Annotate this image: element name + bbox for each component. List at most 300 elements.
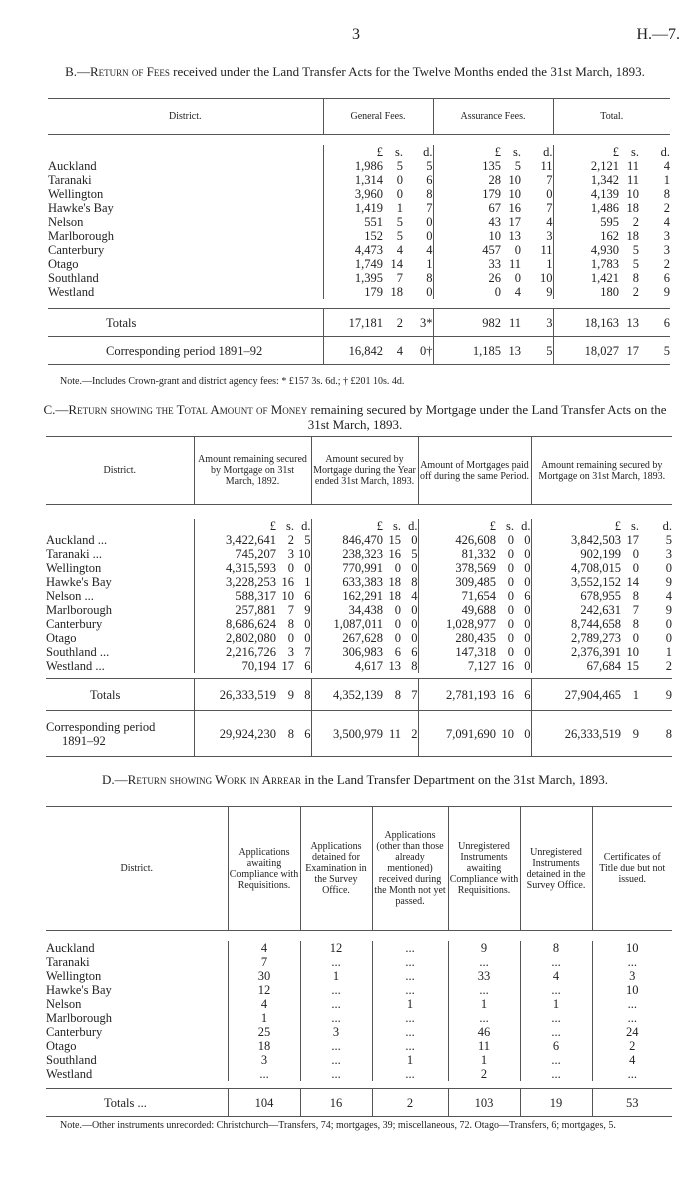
unit-shillings: s. <box>631 144 639 159</box>
count-value: 25 <box>228 1025 300 1039</box>
pounds-value: 1,395 <box>323 271 383 285</box>
unit-pence: d. <box>521 518 531 533</box>
pence-value: 9 <box>665 687 672 702</box>
pounds-value: 1,419 <box>323 201 383 215</box>
count-value: ... <box>300 997 372 1011</box>
totals-row <box>46 1089 672 1117</box>
shillings-value: 11 <box>388 726 401 741</box>
table-row <box>46 1011 672 1025</box>
unit-shillings: s. <box>513 144 521 159</box>
shillings-value: 13 <box>388 658 401 673</box>
pence-value: 0 <box>426 214 433 229</box>
district-name: Canterbury <box>46 1024 103 1039</box>
pence-value: 0 <box>426 228 433 243</box>
col-header-awaiting-compliance: Applications awaiting Compliance with Requisitions. <box>228 807 300 931</box>
pounds-value: 595 <box>553 215 619 229</box>
count-value: 11 <box>448 1039 520 1053</box>
totals-row <box>48 309 670 337</box>
count-value: 33 <box>448 969 520 983</box>
shillings-value: 0 <box>632 560 639 575</box>
unit-pence: d. <box>408 518 418 533</box>
pounds-value: 27,904,465 <box>531 679 621 711</box>
district-name: Otago <box>46 630 77 645</box>
shillings-value: 17 <box>281 658 294 673</box>
pounds-value: 2,802,080 <box>194 631 276 645</box>
count-value: 10 <box>592 983 672 997</box>
shillings-value: 8 <box>287 726 294 741</box>
pence-value: 5 <box>663 343 670 358</box>
pence-value: 8 <box>411 574 418 589</box>
count-value: ... <box>300 1011 372 1025</box>
count-value: ... <box>520 983 592 997</box>
pounds-value: 162 <box>553 229 619 243</box>
unit-pence: d. <box>543 144 553 159</box>
pounds-value: 3,960 <box>323 187 383 201</box>
shillings-value: 0 <box>396 186 403 201</box>
spacer-row <box>48 135 670 145</box>
pounds-value: 16,842 <box>323 337 383 365</box>
shillings-value: 4 <box>396 343 403 358</box>
count-value: 30 <box>228 969 300 983</box>
spacer-cell <box>48 135 670 145</box>
pounds-value: 257,881 <box>194 603 276 617</box>
pounds-value: 81,332 <box>418 547 496 561</box>
pounds-value: 26,333,519 <box>531 711 621 757</box>
pence-value: 1 <box>663 172 670 187</box>
pence-value: 8 <box>411 658 418 673</box>
shillings-value: 6 <box>394 644 401 659</box>
pence-value: 4 <box>546 214 553 229</box>
pence-value: 0 <box>524 644 531 659</box>
pounds-value: 4,473 <box>323 243 383 257</box>
shillings-value: 14 <box>390 256 403 271</box>
pounds-value: 152 <box>323 229 383 243</box>
pence-value: 2 <box>663 256 670 271</box>
pounds-value: 28 <box>433 173 501 187</box>
unit-pounds: £ <box>531 519 621 533</box>
shillings-value: 17 <box>626 343 639 358</box>
col-header-general-fees: General Fees. <box>323 99 433 135</box>
pounds-value: 135 <box>433 159 501 173</box>
district-name: Southland <box>48 270 99 285</box>
shillings-value: 7 <box>396 270 403 285</box>
count-value: ... <box>300 1053 372 1067</box>
count-value: 3 <box>300 1025 372 1039</box>
pounds-value: 4,315,593 <box>194 561 276 575</box>
pounds-value: 0 <box>433 285 501 299</box>
pence-value: 11 <box>540 158 553 173</box>
pence-value: 5 <box>411 546 418 561</box>
pence-value: 6 <box>524 687 531 702</box>
district-name: Wellington <box>46 968 102 983</box>
pence-value: 9 <box>546 284 553 299</box>
pence-value: 2 <box>665 658 672 673</box>
shillings-value: 11 <box>626 158 639 173</box>
pounds-value: 2,121 <box>553 159 619 173</box>
pence-value: 9 <box>665 574 672 589</box>
pence-value: 0 <box>524 630 531 645</box>
pence-value: 7 <box>426 200 433 215</box>
col-header-paid-off: Amount of Mortgages paid off during the same Period. <box>418 437 531 505</box>
district-name: Marlborough <box>46 1010 112 1025</box>
table-row <box>46 997 672 1011</box>
table-row <box>46 969 672 983</box>
table-row <box>46 617 672 631</box>
count-value: 104 <box>228 1089 300 1117</box>
shillings-value: 10 <box>626 644 639 659</box>
pence-value: 0 <box>665 560 672 575</box>
table-row <box>46 589 672 603</box>
pounds-value: 242,631 <box>531 603 621 617</box>
pence-value: 8 <box>426 186 433 201</box>
col-header-detained-survey: Applications detained for Examination in the Survey Office. <box>300 807 372 931</box>
pounds-value: 179 <box>433 187 501 201</box>
count-value: 3 <box>592 969 672 983</box>
district-name: Hawke's Bay <box>48 200 114 215</box>
pounds-value: 71,654 <box>418 589 496 603</box>
row-label: Corresponding period 1891–92 <box>106 343 263 358</box>
pence-value: 7 <box>546 200 553 215</box>
unit-pounds: £ <box>418 519 496 533</box>
pounds-value: 2,781,193 <box>418 679 496 711</box>
shillings-value: 9 <box>632 726 639 741</box>
district-name: Nelson <box>46 996 82 1011</box>
pounds-value: 1,314 <box>323 173 383 187</box>
pence-value: 0 <box>411 616 418 631</box>
count-value: 4 <box>592 1053 672 1067</box>
district-name: Westland <box>46 1066 93 1081</box>
count-value: ... <box>372 1067 448 1081</box>
pence-value: 5 <box>426 158 433 173</box>
pence-value: 3 <box>546 228 553 243</box>
pounds-value: 267,628 <box>311 631 383 645</box>
table-row <box>48 201 670 215</box>
district-name: Marlborough <box>48 228 114 243</box>
pence-value: 2 <box>663 200 670 215</box>
shillings-value: 18 <box>388 574 401 589</box>
count-value: 2 <box>592 1039 672 1053</box>
count-value: ... <box>592 997 672 1011</box>
pounds-value: 1,749 <box>323 257 383 271</box>
pence-value: 9 <box>663 284 670 299</box>
spacer-cell <box>48 299 670 309</box>
shillings-value: 9 <box>287 687 294 702</box>
pounds-value: 982 <box>433 309 501 337</box>
shillings-value: 17 <box>508 214 521 229</box>
table-row <box>46 631 672 645</box>
spacer-cell <box>46 931 672 941</box>
pounds-value: 633,383 <box>311 575 383 589</box>
arrears-table <box>46 806 672 1117</box>
shillings-value: 1 <box>396 200 403 215</box>
shillings-value: 15 <box>626 658 639 673</box>
shillings-value: 13 <box>508 343 521 358</box>
pounds-value: 551 <box>323 215 383 229</box>
district-name: Wellington <box>46 560 102 575</box>
pounds-value: 67 <box>433 201 501 215</box>
table-row <box>48 243 670 257</box>
col-header-certificates-due: Certificates of Title due but not issued. <box>592 807 672 931</box>
pounds-value: 588,317 <box>194 589 276 603</box>
shillings-value: 7 <box>632 602 639 617</box>
unit-pounds: £ <box>433 145 501 159</box>
shillings-value: 0 <box>507 574 514 589</box>
unit-pounds: £ <box>553 145 619 159</box>
shillings-value: 10 <box>626 186 639 201</box>
pounds-value: 3,228,253 <box>194 575 276 589</box>
count-value: 12 <box>228 983 300 997</box>
pounds-value: 238,323 <box>311 547 383 561</box>
shillings-value: 0 <box>394 616 401 631</box>
pounds-value: 457 <box>433 243 501 257</box>
count-value: ... <box>372 983 448 997</box>
pence-value: 7 <box>546 172 553 187</box>
section-b-title: B.—Return of Fees received under the Land Transfer Acts for the Twelve Months ended the 31st March, 1893. <box>65 64 645 79</box>
pounds-value: 18,163 <box>553 309 619 337</box>
count-value: 2 <box>448 1067 520 1081</box>
pence-value: 0 <box>304 630 311 645</box>
shillings-value: 2 <box>287 532 294 547</box>
pence-value: 4 <box>663 158 670 173</box>
table-row <box>48 159 670 173</box>
pence-value: 3 <box>663 228 670 243</box>
pounds-value: 4,352,139 <box>311 679 383 711</box>
pence-value: 9 <box>665 602 672 617</box>
pence-value: 0 <box>524 574 531 589</box>
pence-value: 8 <box>663 186 670 201</box>
pounds-value: 7,127 <box>418 659 496 673</box>
pounds-value: 17,181 <box>323 309 383 337</box>
shillings-value: 0 <box>287 560 294 575</box>
pence-value: 0 <box>524 532 531 547</box>
shillings-value: 18 <box>626 228 639 243</box>
pounds-value: 2,789,273 <box>531 631 621 645</box>
count-value: ... <box>520 1053 592 1067</box>
section-b-note: Note.—Includes Crown-grant and district agency fees: * £157 3s. 6d.; † £201 10s. 4d. <box>60 376 405 387</box>
table-row <box>46 1053 672 1067</box>
count-value: 1 <box>372 997 448 1011</box>
pounds-value: 378,569 <box>418 561 496 575</box>
district-name: Otago <box>48 256 79 271</box>
unit-pence: d. <box>301 518 311 533</box>
shillings-value: 0 <box>632 630 639 645</box>
totals-row <box>46 679 672 711</box>
pounds-value: 1,342 <box>553 173 619 187</box>
pence-value: 0 <box>426 284 433 299</box>
pounds-value: 70,194 <box>194 659 276 673</box>
shillings-value: 8 <box>394 687 401 702</box>
shillings-value: 0 <box>507 560 514 575</box>
shillings-value: 0 <box>514 270 521 285</box>
pounds-value: 4,617 <box>311 659 383 673</box>
pounds-value: 18,027 <box>553 337 619 365</box>
unit-shillings: s. <box>506 518 514 533</box>
shillings-value: 7 <box>287 602 294 617</box>
col-header-remaining-1893: Amount remaining secured by Mortgage on 31st March, 1893. <box>531 437 672 505</box>
pence-value: 1 <box>546 256 553 271</box>
count-value: ... <box>372 1011 448 1025</box>
table-row <box>48 285 670 299</box>
shillings-value: 0 <box>507 546 514 561</box>
district-name: Taranaki <box>48 172 92 187</box>
pounds-value: 1,185 <box>433 337 501 365</box>
pence-value: 10 <box>298 546 311 561</box>
shillings-value: 18 <box>390 284 403 299</box>
pounds-value: 3,422,641 <box>194 533 276 547</box>
mortgage-table <box>46 436 672 757</box>
pounds-value: 309,485 <box>418 575 496 589</box>
pence-value: 5 <box>304 532 311 547</box>
shillings-value: 0 <box>394 630 401 645</box>
district-name: Hawke's Bay <box>46 982 112 997</box>
col-header-unregistered-awaiting: Unregistered Instruments awaiting Compliance with Requisitions. <box>448 807 520 931</box>
count-value: ... <box>372 1025 448 1039</box>
pounds-value: 49,688 <box>418 603 496 617</box>
count-value: ... <box>300 983 372 997</box>
shillings-value: 0 <box>507 588 514 603</box>
count-value: ... <box>300 1067 372 1081</box>
pence-value: 3* <box>420 315 433 330</box>
pence-value: 7 <box>304 644 311 659</box>
count-value: ... <box>228 1067 300 1081</box>
count-value: 1 <box>448 1053 520 1067</box>
pounds-value: 280,435 <box>418 631 496 645</box>
shillings-value: 2 <box>632 284 639 299</box>
shillings-value: 14 <box>626 574 639 589</box>
pence-value: 6 <box>304 588 311 603</box>
district-name: Southland <box>46 1052 97 1067</box>
unit-shillings: s. <box>395 144 403 159</box>
pence-value: 4 <box>426 242 433 257</box>
pence-value: 11 <box>540 242 553 257</box>
pence-value: 6 <box>304 658 311 673</box>
district-name: Taranaki <box>46 954 90 969</box>
pence-value: 8 <box>665 726 672 741</box>
col-header-district: District. <box>103 465 136 476</box>
pounds-value: 26 <box>433 271 501 285</box>
shillings-value: 8 <box>287 616 294 631</box>
shillings-value: 0 <box>514 242 521 257</box>
count-value: 2 <box>372 1089 448 1117</box>
table-row <box>46 645 672 659</box>
pence-value: 8 <box>304 687 311 702</box>
pence-value: 0 <box>524 560 531 575</box>
count-value: 10 <box>592 941 672 955</box>
count-value: 1 <box>372 1053 448 1067</box>
count-value: 7 <box>228 955 300 969</box>
pounds-value: 1,783 <box>553 257 619 271</box>
section-c-title: C.—Return showing the Total Amount of Money remaining secured by Mortgage under the Land Transfer Acts on the 31st March, 1893. <box>43 402 667 432</box>
table-row <box>48 271 670 285</box>
table-row <box>46 983 672 997</box>
section-d-title: D.—Return showing Work in Arrear in the Land Transfer Department on the 31st March, 1893. <box>102 772 608 787</box>
unit-pence: d. <box>662 518 672 533</box>
count-value: ... <box>520 955 592 969</box>
blank-cell <box>46 519 194 533</box>
pence-value: 0 <box>524 658 531 673</box>
pounds-value: 3,552,152 <box>531 575 621 589</box>
pence-value: 6 <box>426 172 433 187</box>
shillings-value: 17 <box>626 532 639 547</box>
pounds-value: 846,470 <box>311 533 383 547</box>
pence-value: 3 <box>663 242 670 257</box>
table-row <box>46 1025 672 1039</box>
col-header-district: District. <box>120 863 153 874</box>
pounds-value: 1,421 <box>553 271 619 285</box>
shillings-value: 0 <box>507 532 514 547</box>
table-row <box>48 215 670 229</box>
shillings-value: 8 <box>632 588 639 603</box>
count-value: 1 <box>228 1011 300 1025</box>
count-value: ... <box>372 969 448 983</box>
table-row <box>46 1067 672 1081</box>
shillings-value: 10 <box>508 186 521 201</box>
pence-value: 1 <box>304 574 311 589</box>
pounds-value: 10 <box>433 229 501 243</box>
count-value: 1 <box>448 997 520 1011</box>
shillings-value: 1 <box>632 687 639 702</box>
pounds-value: 1,986 <box>323 159 383 173</box>
pounds-value: 4,930 <box>553 243 619 257</box>
spacer-row <box>48 299 670 309</box>
corresponding-row <box>46 711 672 757</box>
shillings-value: 4 <box>396 242 403 257</box>
table-row <box>46 941 672 955</box>
shillings-value: 3 <box>287 546 294 561</box>
count-value: 6 <box>520 1039 592 1053</box>
pence-value: 6 <box>524 588 531 603</box>
shillings-value: 2 <box>632 214 639 229</box>
shillings-value: 11 <box>508 315 521 330</box>
pounds-value: 26,333,519 <box>194 679 276 711</box>
count-value: ... <box>372 1039 448 1053</box>
pence-value: 0 <box>524 726 531 741</box>
pounds-value: 7,091,690 <box>418 711 496 757</box>
pounds-value: 4,139 <box>553 187 619 201</box>
table-row <box>48 257 670 271</box>
count-value: ... <box>448 1011 520 1025</box>
pence-value: 0 <box>524 616 531 631</box>
table-row <box>48 187 670 201</box>
shillings-value: 0 <box>632 546 639 561</box>
table-row <box>46 547 672 561</box>
pounds-value: 902,199 <box>531 547 621 561</box>
pence-value: 5 <box>665 532 672 547</box>
count-value: ... <box>520 1025 592 1039</box>
pounds-value: 162,291 <box>311 589 383 603</box>
district-name: Southland ... <box>46 644 110 659</box>
count-value: ... <box>592 1067 672 1081</box>
count-value: 1 <box>520 997 592 1011</box>
col-header-secured-during-year: Amount secured by Mortgage during the Year ended 31st March, 1893. <box>311 437 418 505</box>
count-value: 12 <box>300 941 372 955</box>
pence-value: 0 <box>411 630 418 645</box>
shillings-value: 5 <box>396 228 403 243</box>
unit-shillings: s. <box>393 518 401 533</box>
shillings-value: 18 <box>388 588 401 603</box>
pence-value: 2 <box>411 726 418 741</box>
page-number: 3 <box>352 26 360 43</box>
table-row <box>46 533 672 547</box>
count-value: 46 <box>448 1025 520 1039</box>
spacer-row <box>46 931 672 941</box>
district-name: Taranaki ... <box>46 546 103 561</box>
pence-value: 0 <box>411 602 418 617</box>
pounds-value: 1,028,977 <box>418 617 496 631</box>
pence-value: 3 <box>546 315 553 330</box>
pence-value: 3 <box>665 546 672 561</box>
district-name: Hawke's Bay <box>46 574 112 589</box>
